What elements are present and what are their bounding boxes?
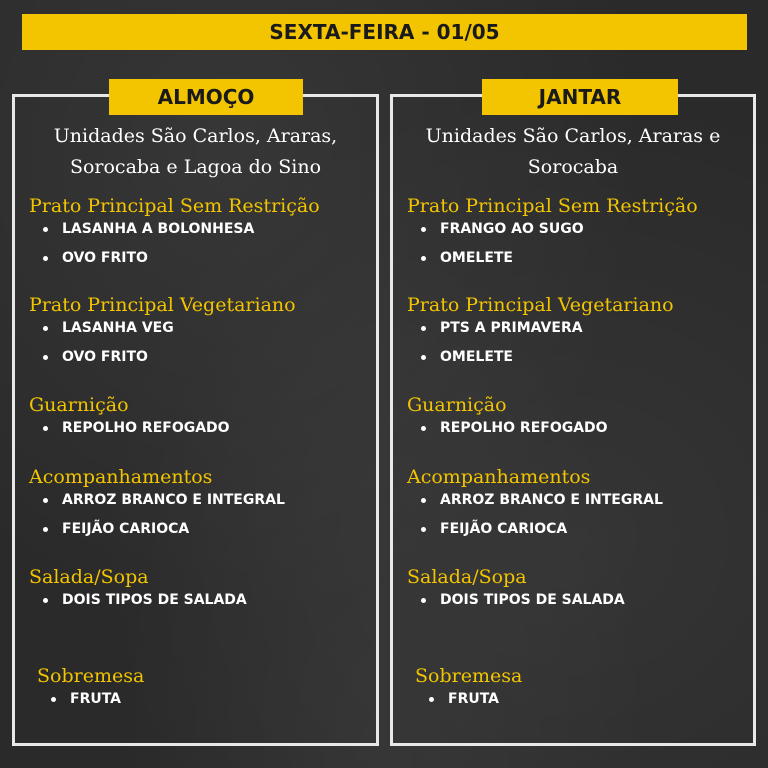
list-item: LASANHA A BOLONHESA <box>29 218 370 247</box>
dinner-tag <box>482 79 678 115</box>
section-title: Sobremesa <box>37 665 145 687</box>
list-item: OVO FRITO <box>29 247 370 276</box>
list-item: LASANHA VEG <box>29 317 370 346</box>
list-item: OMELETE <box>407 247 747 276</box>
list-item: OVO FRITO <box>29 346 370 375</box>
section-title: Acompanhamentos <box>29 466 213 488</box>
dinner-section-salad <box>407 565 747 618</box>
lunch-section-main <box>29 194 370 276</box>
dinner-section-vegetarian <box>407 293 747 375</box>
lunch-units-line-2: Sorocaba e Lagoa do Sino <box>69 156 322 178</box>
dinner-units-line-2: Sorocaba <box>527 156 619 178</box>
list-item: OMELETE <box>407 346 747 375</box>
section-title: Sobremesa <box>415 665 523 687</box>
page-title: SEXTA-FEIRA - 01/05 <box>269 20 500 44</box>
list-item: FEIJÃO CARIOCA <box>29 518 370 547</box>
section-title: Acompanhamentos <box>407 466 591 488</box>
list-item: PTS A PRIMAVERA <box>407 317 747 346</box>
list-item: ARROZ BRANCO E INTEGRAL <box>29 489 370 518</box>
list-item: FRANGO AO SUGO <box>407 218 747 247</box>
dinner-section-accompaniments <box>407 465 747 547</box>
section-title: Prato Principal Sem Restrição <box>29 195 320 217</box>
dinner-units <box>393 121 753 183</box>
section-title: Prato Principal Vegetariano <box>407 294 674 316</box>
list-item: REPOLHO REFOGADO <box>407 417 747 446</box>
section-title: Prato Principal Sem Restrição <box>407 195 698 217</box>
list-item: REPOLHO REFOGADO <box>29 417 370 446</box>
list-item: FRUTA <box>415 688 747 717</box>
lunch-section-side <box>29 393 370 446</box>
section-title: Prato Principal Vegetariano <box>29 294 296 316</box>
section-title: Salada/Sopa <box>407 566 527 588</box>
list-item: FEIJÃO CARIOCA <box>407 518 747 547</box>
lunch-section-dessert <box>37 664 370 717</box>
dinner-tag-label: JANTAR <box>538 85 622 109</box>
lunch-section-salad <box>29 565 370 618</box>
section-title: Salada/Sopa <box>29 566 149 588</box>
lunch-units-line-1: Unidades São Carlos, Araras, <box>53 125 338 147</box>
dinner-section-side <box>407 393 747 446</box>
section-title: Guarnição <box>407 394 507 416</box>
page-title-banner <box>22 14 747 50</box>
lunch-units <box>15 121 376 183</box>
list-item: DOIS TIPOS DE SALADA <box>407 589 747 618</box>
dinner-panel <box>390 85 756 746</box>
dinner-section-dessert <box>415 664 747 717</box>
lunch-panel <box>12 85 379 746</box>
lunch-tag <box>109 79 303 115</box>
lunch-section-accompaniments <box>29 465 370 547</box>
lunch-section-vegetarian <box>29 293 370 375</box>
dinner-units-line-1: Unidades São Carlos, Araras e <box>425 125 721 147</box>
list-item: ARROZ BRANCO E INTEGRAL <box>407 489 747 518</box>
list-item: DOIS TIPOS DE SALADA <box>29 589 370 618</box>
list-item: FRUTA <box>37 688 370 717</box>
dinner-section-main <box>407 194 747 276</box>
section-title: Guarnição <box>29 394 129 416</box>
lunch-tag-label: ALMOÇO <box>157 85 255 109</box>
